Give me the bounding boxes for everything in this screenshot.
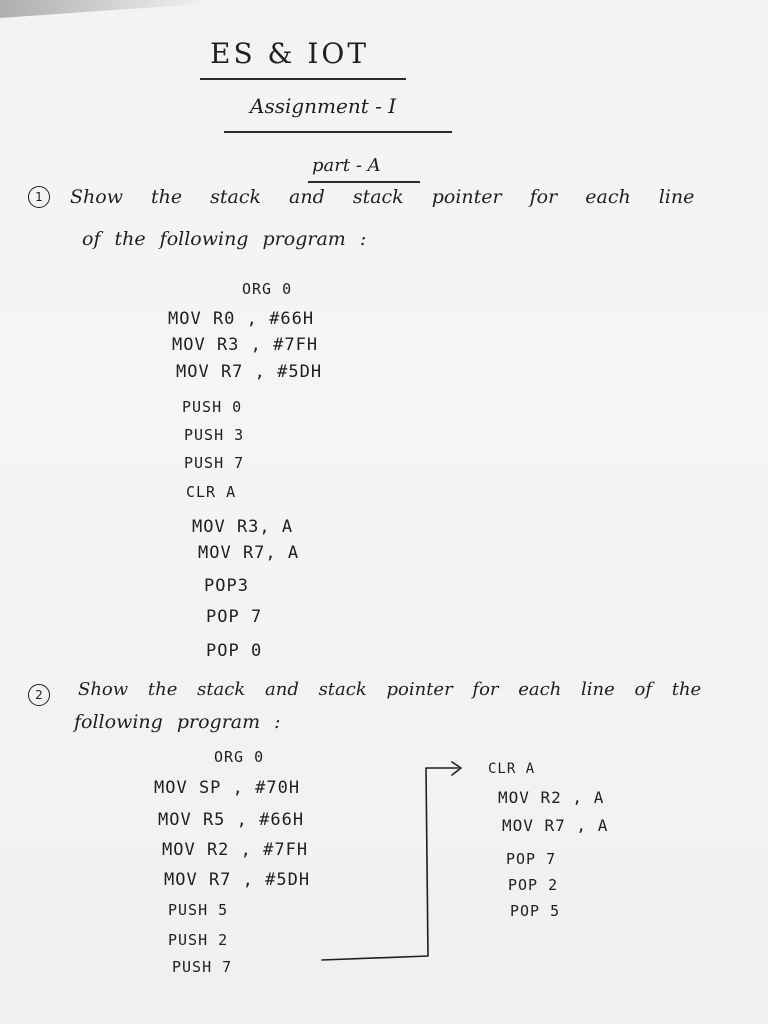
q2-code-right-line: MOV R7 , A	[502, 816, 609, 835]
q2-code-right-line: POP 7	[506, 850, 557, 868]
question-1-number: 1	[28, 186, 50, 208]
q1-code-line: PUSH 7	[184, 454, 245, 472]
q1-code-line: ORG 0	[242, 280, 293, 298]
q1-code-line: PUSH 0	[182, 398, 243, 416]
q2-code-right-line: CLR A	[488, 761, 536, 777]
q2-code-left-line: PUSH 7	[172, 958, 233, 976]
q2-code-left-line: MOV SP , #70H	[154, 778, 301, 798]
q1-code-line: MOV R7, A	[198, 543, 300, 563]
q1-code-line: MOV R7 , #5DH	[176, 362, 323, 382]
q1-code-line: POP 0	[206, 641, 263, 661]
q1-code-line: MOV R3 , #7FH	[172, 335, 319, 355]
q2-code-right-line: MOV R2 , A	[498, 788, 605, 807]
subject-title: ES & IOT	[210, 37, 370, 70]
q1-code-line: CLR A	[186, 483, 237, 501]
question-2-text-line2: following program :	[74, 711, 281, 733]
q1-code-line: PUSH 3	[184, 426, 245, 444]
part-title: part - A	[312, 155, 381, 176]
q2-code-left-line: PUSH 5	[168, 901, 229, 919]
question-1-text-line2: of the following program :	[82, 228, 367, 250]
q2-code-left-line: MOV R5 , #66H	[158, 810, 305, 830]
q1-code-line: POP3	[204, 576, 249, 596]
q2-code-left-line: MOV R2 , #7FH	[162, 840, 309, 860]
q2-code-right-line: POP 5	[510, 902, 561, 920]
q2-code-left-line: MOV R7 , #5DH	[164, 870, 311, 890]
q2-code-left-line: ORG 0	[214, 748, 265, 766]
question-2-number: 2	[28, 684, 50, 706]
q2-code-right-line: POP 2	[508, 876, 559, 894]
q2-code-left-line: PUSH 2	[168, 931, 229, 949]
q1-code-line: MOV R3, A	[192, 517, 294, 537]
q1-code-line: MOV R0 , #66H	[168, 309, 315, 329]
question-2-text-line1: Show the stack and stack pointer for each line of the	[78, 679, 702, 700]
question-1-text-line1: Show the stack and stack pointer for each line	[70, 186, 695, 208]
q1-code-line: POP 7	[206, 607, 263, 627]
assignment-title: Assignment - I	[250, 94, 397, 118]
